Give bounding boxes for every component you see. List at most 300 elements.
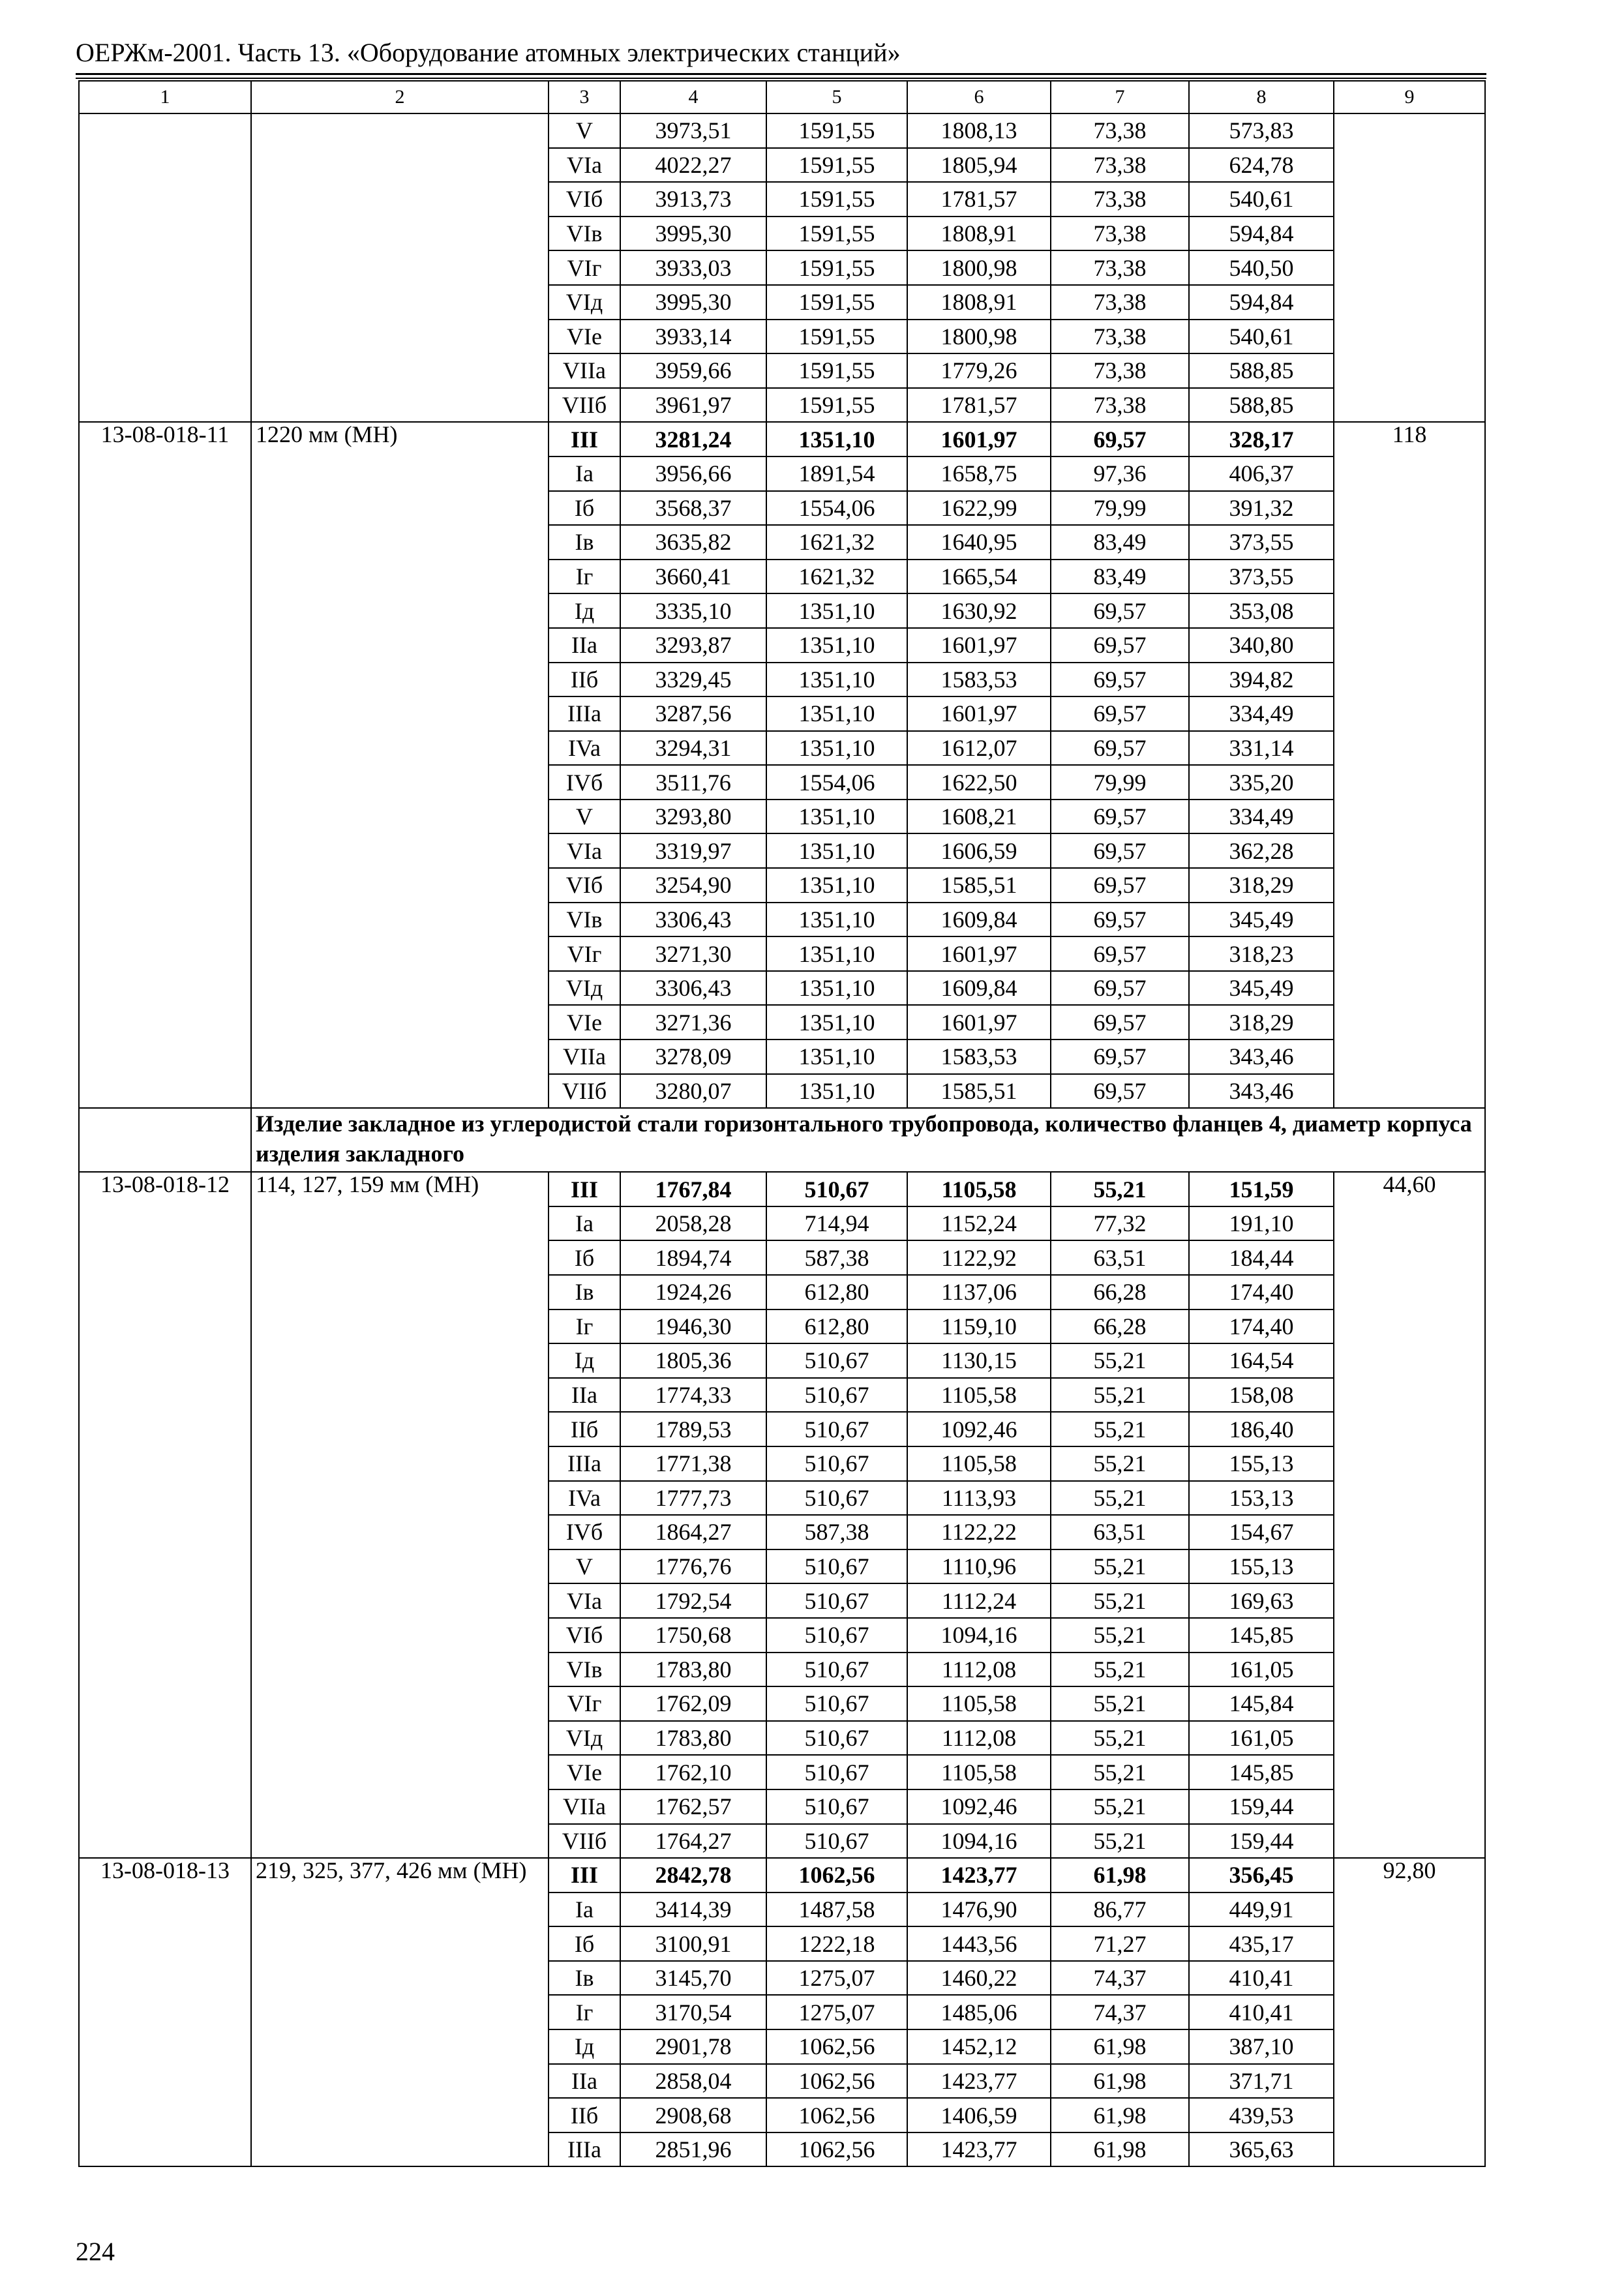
machinist-wages-cell: 55,21 [1051, 1583, 1189, 1618]
coefficient-zone-cell: VIIб [549, 388, 620, 423]
machinist-wages-cell: 69,57 [1051, 422, 1189, 456]
item-description-cell: 114, 127, 159 мм (МН) [251, 1172, 549, 1858]
machine-cost-cell: 1105,58 [907, 1686, 1051, 1721]
materials-cost-cell: 356,45 [1189, 1858, 1334, 1893]
wages-cell: 1891,54 [766, 456, 907, 491]
machine-cost-cell: 1159,10 [907, 1309, 1051, 1344]
machinist-wages-cell: 69,57 [1051, 868, 1189, 903]
wages-cell: 510,67 [766, 1549, 907, 1584]
total-cost-cell: 1767,84 [620, 1172, 766, 1206]
wages-cell: 1351,10 [766, 696, 907, 731]
materials-cost-cell: 439,53 [1189, 2098, 1334, 2132]
machinist-wages-cell: 74,37 [1051, 1995, 1189, 2029]
machine-cost-cell: 1601,97 [907, 936, 1051, 971]
total-cost-cell: 1762,57 [620, 1789, 766, 1824]
total-cost-cell: 3287,56 [620, 696, 766, 731]
wages-cell: 1351,10 [766, 833, 907, 868]
total-cost-cell: 3568,37 [620, 491, 766, 526]
wages-cell: 510,67 [766, 1446, 907, 1481]
coefficient-zone-cell: Iб [549, 1240, 620, 1275]
machinist-wages-cell: 55,21 [1051, 1618, 1189, 1653]
materials-cost-cell: 588,85 [1189, 353, 1334, 388]
machine-cost-cell: 1112,24 [907, 1583, 1051, 1618]
coefficient-zone-cell: VIIa [549, 1789, 620, 1824]
coefficient-zone-cell: VIa [549, 1583, 620, 1618]
materials-cost-cell: 145,84 [1189, 1686, 1334, 1721]
wages-cell: 612,80 [766, 1275, 907, 1309]
materials-cost-cell: 362,28 [1189, 833, 1334, 868]
machine-cost-cell: 1423,77 [907, 2132, 1051, 2167]
wages-cell: 1591,55 [766, 353, 907, 388]
materials-cost-cell: 154,67 [1189, 1515, 1334, 1549]
total-cost-cell: 3959,66 [620, 353, 766, 388]
machinist-wages-cell: 73,38 [1051, 320, 1189, 354]
wages-cell: 714,94 [766, 1206, 907, 1241]
total-cost-cell: 3329,45 [620, 663, 766, 697]
machine-cost-cell: 1805,94 [907, 148, 1051, 183]
materials-cost-cell: 331,14 [1189, 731, 1334, 766]
materials-cost-cell: 159,44 [1189, 1789, 1334, 1824]
wages-cell: 1062,56 [766, 1858, 907, 1893]
materials-cost-cell: 387,10 [1189, 2029, 1334, 2064]
coefficient-zone-cell: IVa [549, 1481, 620, 1516]
materials-cost-cell: 345,49 [1189, 903, 1334, 937]
column-number-cell: 7 [1051, 81, 1189, 113]
machine-cost-cell: 1105,58 [907, 1172, 1051, 1206]
materials-cost-cell: 588,85 [1189, 388, 1334, 423]
machinist-wages-cell: 77,32 [1051, 1206, 1189, 1241]
total-cost-cell: 3278,09 [620, 1040, 766, 1074]
machine-cost-cell: 1665,54 [907, 560, 1051, 594]
materials-cost-cell: 186,40 [1189, 1412, 1334, 1446]
price-table [78, 80, 1486, 2167]
machinist-wages-cell: 83,49 [1051, 560, 1189, 594]
machinist-wages-cell: 79,99 [1051, 765, 1189, 800]
coefficient-zone-cell: VIг [549, 250, 620, 285]
machinist-wages-cell: 55,21 [1051, 1721, 1189, 1756]
machine-cost-cell: 1485,06 [907, 1995, 1051, 2029]
machinist-wages-cell: 69,57 [1051, 971, 1189, 1006]
machinist-wages-cell: 73,38 [1051, 113, 1189, 148]
wages-cell: 1621,32 [766, 560, 907, 594]
coefficient-zone-cell: Ia [549, 1893, 620, 1927]
wages-cell: 1062,56 [766, 2098, 907, 2132]
wages-cell: 510,67 [766, 1721, 907, 1756]
materials-cost-cell: 145,85 [1189, 1755, 1334, 1789]
total-cost-cell: 3956,66 [620, 456, 766, 491]
total-cost-cell: 3995,30 [620, 285, 766, 320]
materials-cost-cell: 410,41 [1189, 1961, 1334, 1996]
wages-cell: 510,67 [766, 1481, 907, 1516]
machine-cost-cell: 1601,97 [907, 696, 1051, 731]
machine-cost-cell: 1609,84 [907, 903, 1051, 937]
coefficient-zone-cell: Iв [549, 1961, 620, 1996]
machinist-wages-cell: 83,49 [1051, 525, 1189, 560]
wages-cell: 510,67 [766, 1343, 907, 1378]
coefficient-zone-cell: III [549, 1172, 620, 1206]
machine-cost-cell: 1452,12 [907, 2029, 1051, 2064]
machinist-wages-cell: 63,51 [1051, 1515, 1189, 1549]
wages-cell: 1621,32 [766, 525, 907, 560]
machinist-wages-cell: 55,21 [1051, 1755, 1189, 1789]
total-cost-cell: 1792,54 [620, 1583, 766, 1618]
materials-cost-cell: 345,49 [1189, 971, 1334, 1006]
total-cost-cell: 1776,76 [620, 1549, 766, 1584]
coefficient-zone-cell: IIб [549, 663, 620, 697]
coefficient-zone-cell: Iб [549, 1926, 620, 1961]
coefficient-zone-cell: IIa [549, 2064, 620, 2099]
wages-cell: 1591,55 [766, 250, 907, 285]
total-cost-cell: 3335,10 [620, 593, 766, 628]
total-cost-cell: 1864,27 [620, 1515, 766, 1549]
machine-cost-cell: 1640,95 [907, 525, 1051, 560]
machinist-wages-cell: 66,28 [1051, 1275, 1189, 1309]
coefficient-zone-cell: IVa [549, 731, 620, 766]
coefficient-zone-cell: IIa [549, 1378, 620, 1413]
machine-cost-cell: 1092,46 [907, 1412, 1051, 1446]
equipment-mass-cell: 92,80 [1334, 1858, 1485, 2166]
coefficient-zone-cell: VIв [549, 217, 620, 251]
machine-cost-cell: 1460,22 [907, 1961, 1051, 1996]
wages-cell: 510,67 [766, 1653, 907, 1687]
coefficient-zone-cell: VIв [549, 1653, 620, 1687]
machinist-wages-cell: 55,21 [1051, 1824, 1189, 1859]
wages-cell: 587,38 [766, 1515, 907, 1549]
machinist-wages-cell: 66,28 [1051, 1309, 1189, 1344]
machinist-wages-cell: 61,98 [1051, 1858, 1189, 1893]
machine-cost-cell: 1152,24 [907, 1206, 1051, 1241]
total-cost-cell: 3973,51 [620, 113, 766, 148]
column-number-cell: 5 [766, 81, 907, 113]
total-cost-cell: 1750,68 [620, 1618, 766, 1653]
materials-cost-cell: 335,20 [1189, 765, 1334, 800]
coefficient-zone-cell: VIIa [549, 353, 620, 388]
coefficient-zone-cell: III [549, 1858, 620, 1893]
materials-cost-cell: 328,17 [1189, 422, 1334, 456]
machine-cost-cell: 1601,97 [907, 422, 1051, 456]
wages-cell: 1554,06 [766, 491, 907, 526]
machinist-wages-cell: 73,38 [1051, 217, 1189, 251]
materials-cost-cell: 161,05 [1189, 1721, 1334, 1756]
materials-cost-cell: 184,44 [1189, 1240, 1334, 1275]
machinist-wages-cell: 69,57 [1051, 593, 1189, 628]
wages-cell: 510,67 [766, 1789, 907, 1824]
materials-cost-cell: 394,82 [1189, 663, 1334, 697]
coefficient-zone-cell: IIIa [549, 2132, 620, 2167]
materials-cost-cell: 159,44 [1189, 1824, 1334, 1859]
machinist-wages-cell: 55,21 [1051, 1172, 1189, 1206]
materials-cost-cell: 318,23 [1189, 936, 1334, 971]
materials-cost-cell: 540,61 [1189, 320, 1334, 354]
machinist-wages-cell: 86,77 [1051, 1893, 1189, 1927]
machinist-wages-cell: 74,37 [1051, 1961, 1189, 1996]
materials-cost-cell: 340,80 [1189, 628, 1334, 663]
machine-cost-cell: 1092,46 [907, 1789, 1051, 1824]
wages-cell: 587,38 [766, 1240, 907, 1275]
total-cost-cell: 1764,27 [620, 1824, 766, 1859]
machine-cost-cell: 1622,99 [907, 491, 1051, 526]
materials-cost-cell: 151,59 [1189, 1172, 1334, 1206]
coefficient-zone-cell: Iв [549, 1275, 620, 1309]
machinist-wages-cell: 55,21 [1051, 1446, 1189, 1481]
coefficient-zone-cell: VIд [549, 971, 620, 1006]
wages-cell: 1591,55 [766, 113, 907, 148]
coefficient-zone-cell: IIIa [549, 1446, 620, 1481]
machine-cost-cell: 1110,96 [907, 1549, 1051, 1584]
table-row [79, 113, 1485, 148]
header-rule-thin [76, 78, 1486, 79]
wages-cell: 1351,10 [766, 593, 907, 628]
machine-cost-cell: 1612,07 [907, 731, 1051, 766]
total-cost-cell: 1894,74 [620, 1240, 766, 1275]
machinist-wages-cell: 69,57 [1051, 1005, 1189, 1040]
coefficient-zone-cell: VIe [549, 1755, 620, 1789]
coefficient-zone-cell: IIб [549, 1412, 620, 1446]
materials-cost-cell: 155,13 [1189, 1446, 1334, 1481]
wages-cell: 1351,10 [766, 903, 907, 937]
total-cost-cell: 3306,43 [620, 971, 766, 1006]
total-cost-cell: 3271,36 [620, 1005, 766, 1040]
wages-cell: 1487,58 [766, 1893, 907, 1927]
machine-cost-cell: 1443,56 [907, 1926, 1051, 1961]
coefficient-zone-cell: VIг [549, 936, 620, 971]
coefficient-zone-cell: IIIa [549, 696, 620, 731]
equipment-mass-cell [1334, 113, 1485, 422]
wages-cell: 1351,10 [766, 971, 907, 1006]
materials-cost-cell: 435,17 [1189, 1926, 1334, 1961]
wages-cell: 1591,55 [766, 182, 907, 217]
wages-cell: 1275,07 [766, 1995, 907, 2029]
machine-cost-cell: 1808,91 [907, 217, 1051, 251]
column-number-cell: 9 [1334, 81, 1485, 113]
item-description-cell: 219, 325, 377, 426 мм (МН) [251, 1858, 549, 2166]
total-cost-cell: 3660,41 [620, 560, 766, 594]
materials-cost-cell: 449,91 [1189, 1893, 1334, 1927]
coefficient-zone-cell: IVб [549, 1515, 620, 1549]
machine-cost-cell: 1113,93 [907, 1481, 1051, 1516]
machine-cost-cell: 1122,22 [907, 1515, 1051, 1549]
coefficient-zone-cell: VIe [549, 320, 620, 354]
materials-cost-cell: 540,61 [1189, 182, 1334, 217]
wages-cell: 510,67 [766, 1755, 907, 1789]
machine-cost-cell: 1800,98 [907, 250, 1051, 285]
coefficient-zone-cell: VIв [549, 903, 620, 937]
machinist-wages-cell: 61,98 [1051, 2098, 1189, 2132]
wages-cell: 1351,10 [766, 936, 907, 971]
machine-cost-cell: 1583,53 [907, 1040, 1051, 1074]
machine-cost-cell: 1105,58 [907, 1378, 1051, 1413]
total-cost-cell: 3281,24 [620, 422, 766, 456]
coefficient-zone-cell: IIa [549, 628, 620, 663]
total-cost-cell: 4022,27 [620, 148, 766, 183]
wages-cell: 1591,55 [766, 285, 907, 320]
wages-cell: 1351,10 [766, 1005, 907, 1040]
coefficient-zone-cell: VIд [549, 1721, 620, 1756]
coefficient-zone-cell: VIIб [549, 1074, 620, 1109]
machinist-wages-cell: 63,51 [1051, 1240, 1189, 1275]
machine-cost-cell: 1781,57 [907, 388, 1051, 423]
wages-cell: 1351,10 [766, 800, 907, 834]
coefficient-zone-cell: IVб [549, 765, 620, 800]
machinist-wages-cell: 61,98 [1051, 2064, 1189, 2099]
machine-cost-cell: 1423,77 [907, 1858, 1051, 1893]
machinist-wages-cell: 73,38 [1051, 353, 1189, 388]
materials-cost-cell: 334,49 [1189, 696, 1334, 731]
machine-cost-cell: 1622,50 [907, 765, 1051, 800]
total-cost-cell: 2901,78 [620, 2029, 766, 2064]
coefficient-zone-cell: VIг [549, 1686, 620, 1721]
wages-cell: 1275,07 [766, 1961, 907, 1996]
wages-cell: 1351,10 [766, 868, 907, 903]
wages-cell: 510,67 [766, 1583, 907, 1618]
materials-cost-cell: 624,78 [1189, 148, 1334, 183]
wages-cell: 612,80 [766, 1309, 907, 1344]
coefficient-zone-cell: V [549, 800, 620, 834]
total-cost-cell: 3145,70 [620, 1961, 766, 1996]
machinist-wages-cell: 71,27 [1051, 1926, 1189, 1961]
section-title: Изделие закладное из углеродистой стали горизонтального трубопровода, количество фланцев 4, диаметр корпуса изделия закладного [251, 1108, 1485, 1172]
machine-cost-cell: 1094,16 [907, 1824, 1051, 1859]
machine-cost-cell: 1781,57 [907, 182, 1051, 217]
materials-cost-cell: 191,10 [1189, 1206, 1334, 1241]
total-cost-cell: 1774,33 [620, 1378, 766, 1413]
column-number-cell: 6 [907, 81, 1051, 113]
table-body [79, 81, 1485, 2166]
wages-cell: 1591,55 [766, 148, 907, 183]
machinist-wages-cell: 69,57 [1051, 1040, 1189, 1074]
machinist-wages-cell: 73,38 [1051, 285, 1189, 320]
machinist-wages-cell: 69,57 [1051, 936, 1189, 971]
machine-cost-cell: 1406,59 [907, 2098, 1051, 2132]
coefficient-zone-cell: III [549, 422, 620, 456]
table-row [79, 422, 1485, 456]
machinist-wages-cell: 55,21 [1051, 1481, 1189, 1516]
wages-cell: 1554,06 [766, 765, 907, 800]
total-cost-cell: 2842,78 [620, 1858, 766, 1893]
page-header-title: ОЕРЖм-2001. Часть 13. «Оборудование атомных электрических станций» [76, 38, 901, 67]
table-row [79, 1858, 1485, 1893]
machinist-wages-cell: 73,38 [1051, 388, 1189, 423]
total-cost-cell: 1946,30 [620, 1309, 766, 1344]
machine-cost-cell: 1601,97 [907, 1005, 1051, 1040]
materials-cost-cell: 169,63 [1189, 1583, 1334, 1618]
machine-cost-cell: 1608,21 [907, 800, 1051, 834]
wages-cell: 1351,10 [766, 628, 907, 663]
machine-cost-cell: 1583,53 [907, 663, 1051, 697]
equipment-mass-cell: 118 [1334, 422, 1485, 1108]
machinist-wages-cell: 97,36 [1051, 456, 1189, 491]
materials-cost-cell: 145,85 [1189, 1618, 1334, 1653]
total-cost-cell: 1762,09 [620, 1686, 766, 1721]
coefficient-zone-cell: IIб [549, 2098, 620, 2132]
column-number-row [79, 81, 1485, 113]
machinist-wages-cell: 69,57 [1051, 731, 1189, 766]
column-number-cell: 2 [251, 81, 549, 113]
materials-cost-cell: 155,13 [1189, 1549, 1334, 1584]
machine-cost-cell: 1137,06 [907, 1275, 1051, 1309]
machinist-wages-cell: 69,57 [1051, 833, 1189, 868]
total-cost-cell: 3293,80 [620, 800, 766, 834]
materials-cost-cell: 371,71 [1189, 2064, 1334, 2099]
machine-cost-cell: 1808,91 [907, 285, 1051, 320]
machine-cost-cell: 1585,51 [907, 1074, 1051, 1109]
column-number-cell: 4 [620, 81, 766, 113]
machine-cost-cell: 1808,13 [907, 113, 1051, 148]
machine-cost-cell: 1606,59 [907, 833, 1051, 868]
column-number-cell: 1 [79, 81, 251, 113]
machine-cost-cell: 1122,92 [907, 1240, 1051, 1275]
machine-cost-cell: 1105,58 [907, 1446, 1051, 1481]
machine-cost-cell: 1658,75 [907, 456, 1051, 491]
wages-cell: 1062,56 [766, 2064, 907, 2099]
item-description-cell [251, 113, 549, 422]
total-cost-cell: 2858,04 [620, 2064, 766, 2099]
coefficient-zone-cell: VIIб [549, 1824, 620, 1859]
machine-cost-cell: 1105,58 [907, 1755, 1051, 1789]
materials-cost-cell: 318,29 [1189, 868, 1334, 903]
machine-cost-cell: 1779,26 [907, 353, 1051, 388]
coefficient-zone-cell: VIIa [549, 1040, 620, 1074]
item-description-cell: 1220 мм (МН) [251, 422, 549, 1108]
materials-cost-cell: 406,37 [1189, 456, 1334, 491]
machine-cost-cell: 1423,77 [907, 2064, 1051, 2099]
coefficient-zone-cell: V [549, 1549, 620, 1584]
materials-cost-cell: 161,05 [1189, 1653, 1334, 1687]
wages-cell: 510,67 [766, 1412, 907, 1446]
machinist-wages-cell: 69,57 [1051, 696, 1189, 731]
machinist-wages-cell: 55,21 [1051, 1343, 1189, 1378]
materials-cost-cell: 594,84 [1189, 285, 1334, 320]
coefficient-zone-cell: Iд [549, 593, 620, 628]
total-cost-cell: 2851,96 [620, 2132, 766, 2167]
wages-cell: 510,67 [766, 1172, 907, 1206]
machine-cost-cell: 1601,97 [907, 628, 1051, 663]
total-cost-cell: 3961,97 [620, 388, 766, 423]
total-cost-cell: 1789,53 [620, 1412, 766, 1446]
machine-cost-cell: 1585,51 [907, 868, 1051, 903]
item-code-cell: 13-08-018-12 [79, 1172, 251, 1858]
machine-cost-cell: 1609,84 [907, 971, 1051, 1006]
machinist-wages-cell: 69,57 [1051, 903, 1189, 937]
coefficient-zone-cell: Iд [549, 1343, 620, 1378]
wages-cell: 1591,55 [766, 388, 907, 423]
machinist-wages-cell: 55,21 [1051, 1412, 1189, 1446]
total-cost-cell: 1805,36 [620, 1343, 766, 1378]
coefficient-zone-cell: VIa [549, 833, 620, 868]
header-rule-thick [76, 73, 1486, 75]
materials-cost-cell: 540,50 [1189, 250, 1334, 285]
wages-cell: 510,67 [766, 1378, 907, 1413]
machinist-wages-cell: 69,57 [1051, 800, 1189, 834]
wages-cell: 510,67 [766, 1618, 907, 1653]
total-cost-cell: 3306,43 [620, 903, 766, 937]
materials-cost-cell: 365,63 [1189, 2132, 1334, 2167]
machinist-wages-cell: 73,38 [1051, 148, 1189, 183]
coefficient-zone-cell: Iг [549, 1995, 620, 2029]
machinist-wages-cell: 55,21 [1051, 1378, 1189, 1413]
coefficient-zone-cell: V [549, 113, 620, 148]
machinist-wages-cell: 55,21 [1051, 1653, 1189, 1687]
materials-cost-cell: 343,46 [1189, 1074, 1334, 1109]
materials-cost-cell: 174,40 [1189, 1309, 1334, 1344]
materials-cost-cell: 334,49 [1189, 800, 1334, 834]
materials-cost-cell: 391,32 [1189, 491, 1334, 526]
total-cost-cell: 2908,68 [620, 2098, 766, 2132]
materials-cost-cell: 158,08 [1189, 1378, 1334, 1413]
machinist-wages-cell: 69,57 [1051, 1074, 1189, 1109]
machine-cost-cell: 1094,16 [907, 1618, 1051, 1653]
item-code-cell: 13-08-018-13 [79, 1858, 251, 2166]
